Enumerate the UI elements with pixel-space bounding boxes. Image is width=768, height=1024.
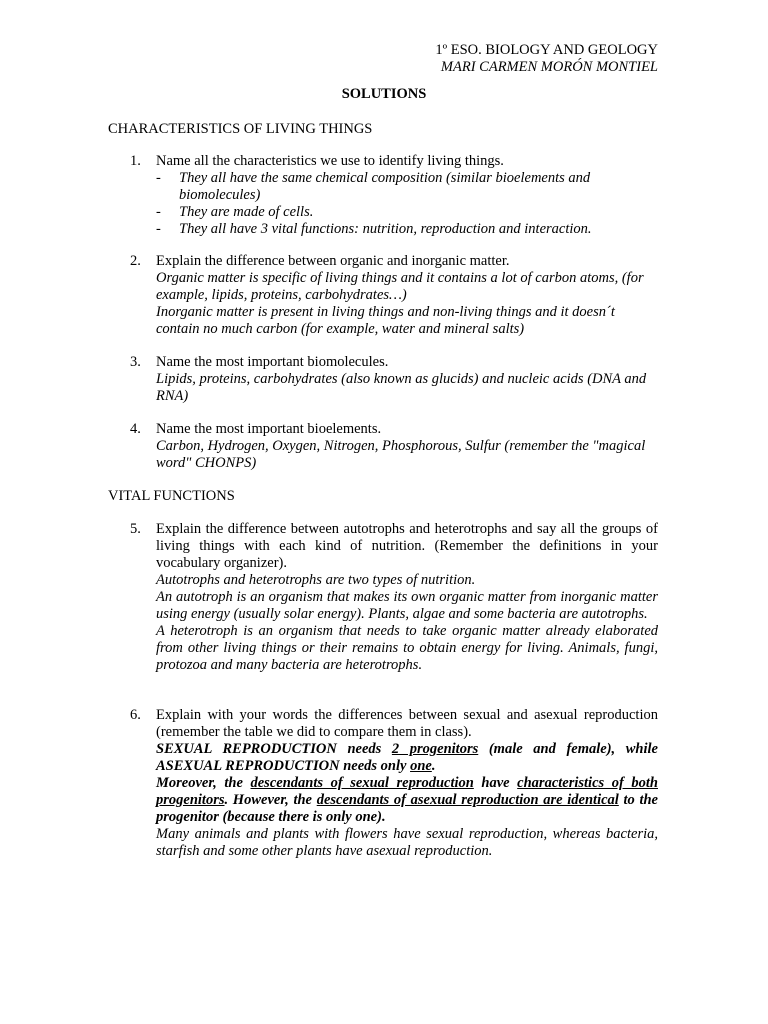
question-2 xyxy=(130,253,658,338)
text-run: . However, the xyxy=(224,792,317,808)
author-name: MARI CARMEN MORÓN MONTIEL xyxy=(440,59,658,75)
question-number: 6. xyxy=(130,707,141,723)
question-1 xyxy=(130,153,658,238)
question-text: Explain with your words the differences between sexual and asexual reproduction (remember the table we did to compare them in class). xyxy=(156,707,658,740)
answer-text: Lipids, proteins, carbohydrates (also known as glucids) and nucleic acids (DNA and RNA) xyxy=(156,371,647,404)
question-number: 4. xyxy=(130,421,141,437)
text-run: to the progenitor (because there is only one). xyxy=(156,792,658,825)
question-6 xyxy=(130,707,658,860)
question-text: Name the most important bioelements. xyxy=(156,421,382,437)
bullet-text: They all have the same chemical composition (similar bioelements and biomolecules) xyxy=(179,170,591,203)
question-5 xyxy=(130,521,658,674)
question-number: 2. xyxy=(130,253,141,269)
question-text: Explain the difference between autotrophs and heterotrophs and say all the groups of living things with each kind of nutrition. (Remember the definitions in your vocabulary organizer). xyxy=(156,521,658,571)
answer-list xyxy=(156,170,658,238)
underlined-text: characteristics of both progenitors xyxy=(156,775,658,808)
question-text: Name all the characteristics we use to identify living things. xyxy=(156,153,504,169)
section-heading-vital-functions: VITAL FUNCTIONS xyxy=(108,488,235,504)
section-heading-characteristics: CHARACTERISTICS OF LIVING THINGS xyxy=(108,121,373,137)
answer-text: An autotroph is an organism that makes its own organic matter from inorganic matter using energy (usually solar energy). Plants, algae and some bacteria are autotrophs. xyxy=(156,589,658,622)
bullet-text: They all have 3 vital functions: nutrition, reproduction and interaction. xyxy=(179,221,592,237)
underlined-text: descendants of asexual reproduction are identical xyxy=(316,792,619,808)
answer-text: Autotrophs and heterotrophs are two types of nutrition. xyxy=(156,572,476,588)
answer-bold-text xyxy=(156,741,658,775)
question-number: 5. xyxy=(130,521,141,537)
question-number: 1. xyxy=(130,153,141,169)
bullet-text: They are made of cells. xyxy=(179,204,314,220)
page-header xyxy=(435,42,658,76)
question-text: Name the most important biomolecules. xyxy=(156,354,389,370)
question-number: 3. xyxy=(130,354,141,370)
answer-text: Organic matter is specific of living things and it contains a lot of carbon atoms, (for example, lipids, proteins, carbohydrates…) xyxy=(156,270,644,303)
text-run: Moreover, the xyxy=(156,775,251,791)
answer-bullet: - They are made of cells. xyxy=(156,204,314,220)
question-text: Explain the difference between organic and inorganic matter. xyxy=(156,253,510,269)
page-title: SOLUTIONS xyxy=(341,86,427,102)
underlined-text: descendants of sexual reproduction xyxy=(250,775,474,791)
answer-bold-text xyxy=(156,775,658,826)
answer-bullet: - They all have 3 vital functions: nutrition, reproduction and interaction. xyxy=(156,221,592,237)
text-run: (male and female), while ASEXUAL REPRODUCTION needs only xyxy=(156,741,658,774)
text-run: SEXUAL REPRODUCTION needs xyxy=(156,741,392,757)
underlined-text: one xyxy=(410,758,432,774)
answer-text: Inorganic matter is present in living things and non-living things and it doesn´t contain no much carbon (for example, water and mineral salts) xyxy=(156,304,615,337)
question-4 xyxy=(130,421,658,472)
answer-text: A heterotroph is an organism that needs to take organic matter already elaborated from other living things or their remains to obtain energy for living. Animals, fungi, protozoa and many bacteria are heterotrophs. xyxy=(156,623,658,673)
answer-text: Many animals and plants with flowers have sexual reproduction, whereas bacteria, starfish and some other plants have asexual reproduction. xyxy=(156,826,658,859)
answer-text: Carbon, Hydrogen, Oxygen, Nitrogen, Phosphorous, Sulfur (remember the "magical word" CHONPS) xyxy=(156,438,646,471)
underlined-text: 2 progenitors xyxy=(391,741,479,757)
question-3 xyxy=(130,354,658,405)
text-run: have xyxy=(473,775,518,791)
answer-bullet: - They all have the same chemical composition (similar bioelements and biomolecules) xyxy=(156,170,591,203)
text-run: . xyxy=(431,758,436,774)
course-name: 1º ESO. BIOLOGY AND GEOLOGY xyxy=(435,42,658,58)
